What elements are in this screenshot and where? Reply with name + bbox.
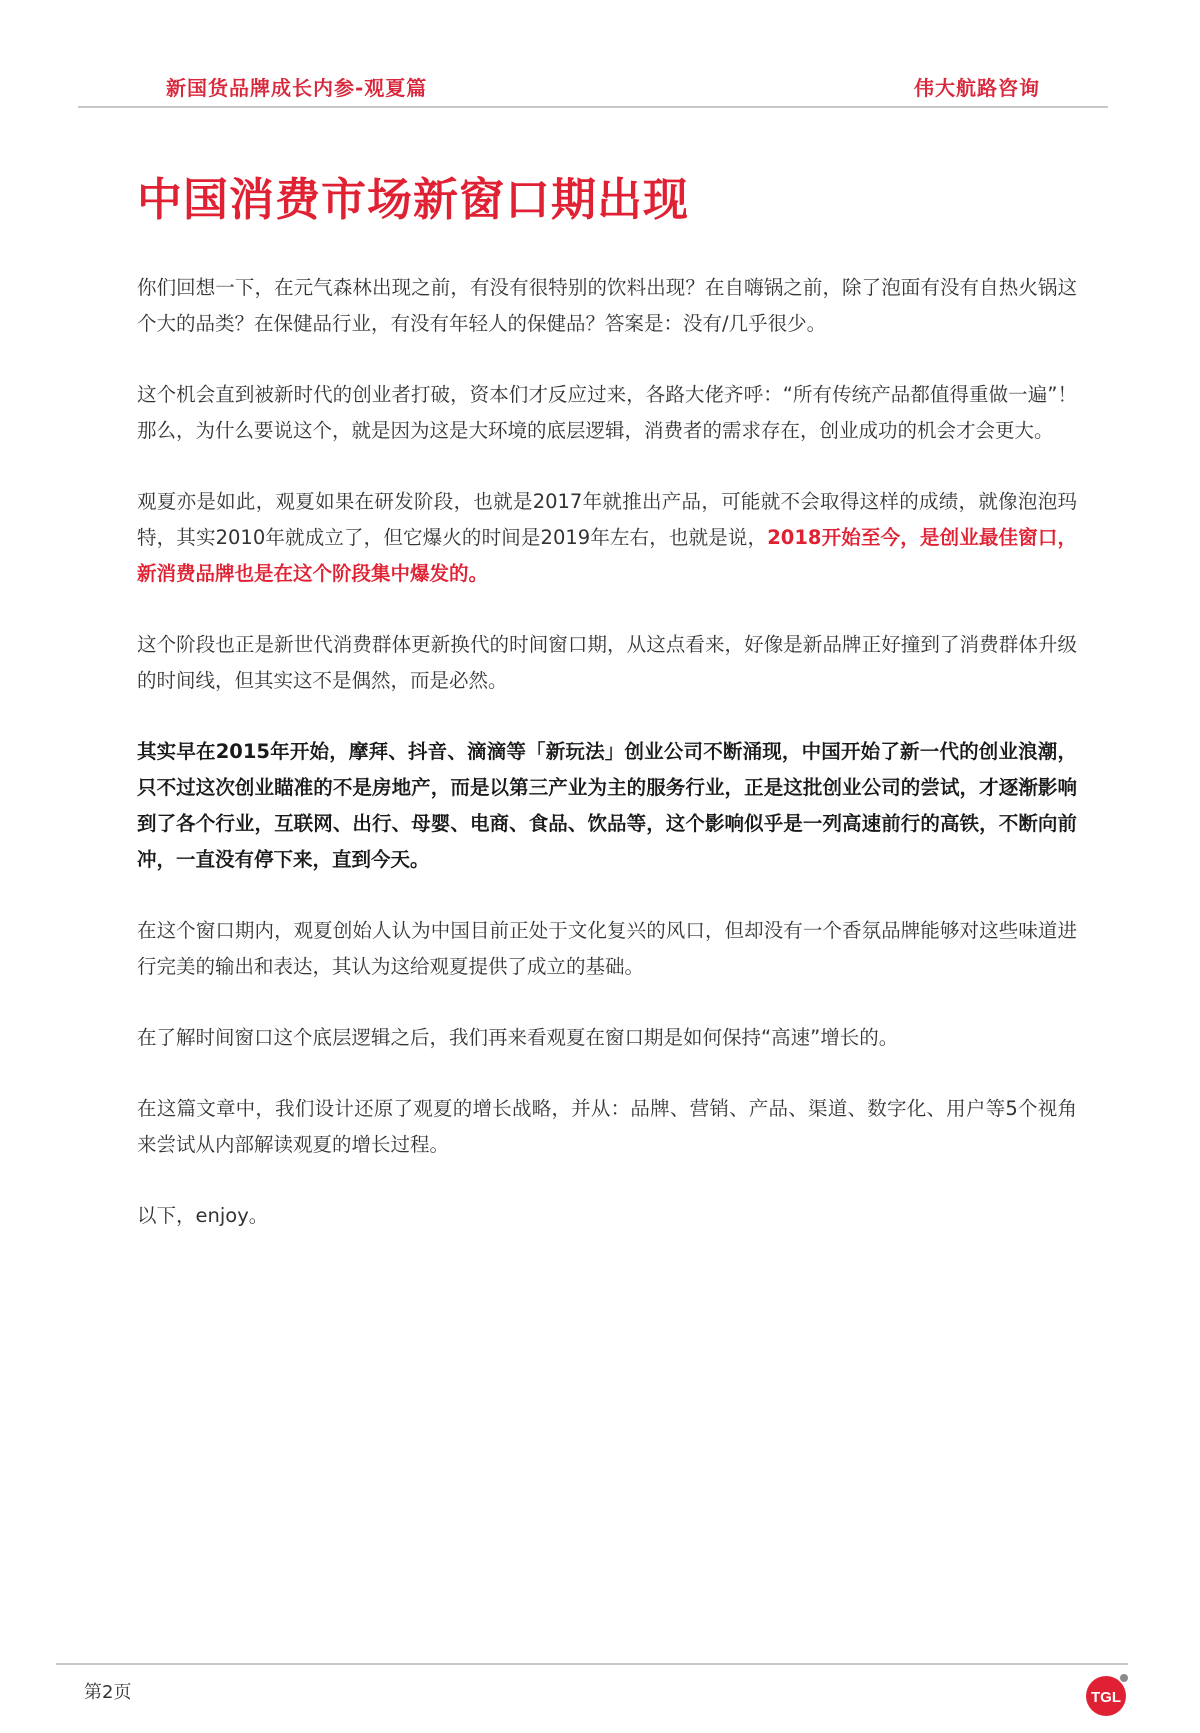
paragraph-3 bbox=[137, 484, 1077, 592]
page-header bbox=[78, 66, 1108, 108]
article-body bbox=[137, 270, 1077, 1269]
footer-divider bbox=[56, 1663, 1128, 1665]
header-company-name: 伟大航路咨询 bbox=[914, 76, 1040, 100]
header-report-title: 新国货品牌成长内参-观夏篇 bbox=[166, 76, 428, 100]
paragraph-6: 在这个窗口期内，观夏创始人认为中国目前正处于文化复兴的风口，但却没有一个香氛品牌能够对这些味道进行完美的输出和表达，其认为这给观夏提供了成立的基础。 bbox=[137, 919, 1077, 978]
logo-text: TGL bbox=[1091, 1689, 1121, 1706]
paragraph-5-bold: 其实早在2015年开始，摩拜、抖音、滴滴等「新玩法」创业公司不断涌现，中国开始了新一代的创业浪潮，只不过这次创业瞄准的不是房地产，而是以第三产业为主的服务行业，正是这批创业公司的尝试，才逐渐影响到了各个行业，互联网、出行、母婴、电商、食品、饮品等，这个影响似乎是一列高速前行的高铁，不断向前冲，一直没有停下来，直到今天。 bbox=[137, 740, 1077, 871]
paragraph-1: 你们回想一下，在元气森林出现之前，有没有很特别的饮料出现？在自嗨锅之前，除了泡面有没有自热火锅这个大的品类？在保健品行业，有没有年轻人的保健品？答案是：没有/几乎很少。 bbox=[137, 276, 1077, 335]
page-number: 第2页 bbox=[84, 1682, 132, 1703]
paragraph-3-text: 观夏亦是如此，观夏如果在研发阶段，也就是2017年就推出产品，可能就不会取得这样的成绩，就像泡泡玛特，其实2010年就成立了，但它爆火的时间是2019年左右，也就是说， bbox=[137, 490, 1077, 549]
paragraph-7: 在了解时间窗口这个底层逻辑之后，我们再来看观夏在窗口期是如何保持“高速”增长的。 bbox=[137, 1026, 899, 1049]
paragraph-2: 这个机会直到被新时代的创业者打破，资本们才反应过来，各路大佬齐呼：“所有传统产品都值得重做一遍”！那么，为什么要说这个，就是因为这是大环境的底层逻辑，消费者的需求存在，创业成功的机会才会更大。 bbox=[137, 383, 1077, 442]
paragraph-8: 在这篇文章中，我们设计还原了观夏的增长战略，并从：品牌、营销、产品、渠道、数字化、用户等5个视角来尝试从内部解读观夏的增长过程。 bbox=[137, 1097, 1077, 1156]
paragraph-9: 以下，enjoy。 bbox=[137, 1204, 269, 1227]
paragraph-4: 这个阶段也正是新世代消费群体更新换代的时间窗口期，从这点看来，好像是新品牌正好撞到了消费群体升级的时间线，但其实这不是偶然，而是必然。 bbox=[137, 633, 1077, 692]
page-title: 中国消费市场新窗口期出现 bbox=[137, 173, 690, 226]
paragraph-3-highlight: 2018开始至今，是创业最佳窗口，新消费品牌也是在这个阶段集中爆发的。 bbox=[137, 526, 1077, 585]
tgl-logo-icon bbox=[1083, 1669, 1133, 1719]
